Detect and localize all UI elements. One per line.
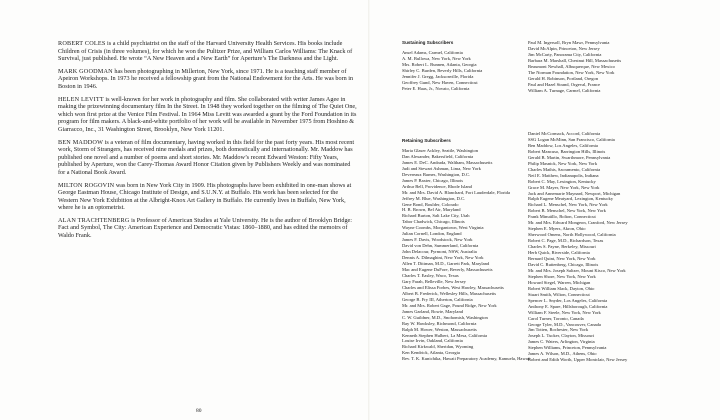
subscriber-entry: Charles Mathis, Sacramento, California <box>528 166 601 172</box>
subscriber-entry: Gene Bond, Boulder, Colorado <box>402 201 459 207</box>
subscriber-entry: Joseph L. Tucker, Clayton, Missouri <box>528 333 595 339</box>
subscriber-entry: Jim McCarty, Panorama City, California <box>528 51 602 57</box>
contributor-notes <box>58 40 358 245</box>
contributor-name: ROBERT COLES <box>58 40 106 47</box>
retaining-subscribers-left <box>402 138 531 362</box>
subscriber-entry: James E. DeC. Andrada, Waltham, Massachusetts <box>402 159 493 165</box>
subscriber-entry: Gerald B. Martin, Swarthmore, Pennsylvania <box>528 154 611 160</box>
subscriber-entry: Spencer L. Snyder, Los Angeles, California <box>528 297 608 303</box>
subscriber-entry: Robert Mancuso, Barrington Hills, Illinois <box>528 148 606 154</box>
contributor-bio <box>58 68 358 91</box>
subscriber-entry: Richard Burton, Salt Lake City, Utah <box>402 213 470 219</box>
subscriber-entry: James P. Baxter, Chicago, Illinois <box>402 177 464 183</box>
subscriber-entry: Jim Totten, Rochester, New York <box>528 327 589 333</box>
subscriber-entry: Sherwood Omens, North Hollywood, California <box>528 232 616 238</box>
subscriber-entry: William A. Turnage, Carmel, California <box>528 87 601 93</box>
subscriber-entry: Ralph Eugene Meatyard, Lexington, Kentucky <box>528 196 614 202</box>
subscriber-entry: Gerald H. Robinson, Portland, Oregon <box>528 75 599 81</box>
subscriber-entry: Charles T. Easley, Waco, Texas <box>402 272 459 278</box>
subscriber-entry: Tabor Chadwick, Chicago, Illinois <box>402 219 465 225</box>
subscriber-entry: Louise Irvin, Oakland, California <box>402 338 463 344</box>
subscriber-entry: Carol Turner, Toronto, Canada <box>528 315 584 321</box>
subscriber-entry: James C. Waters, Arlington, Virginia <box>528 339 595 345</box>
subscriber-entry: Richard Kirkwald, Sheridan, Wyoming <box>402 344 474 350</box>
subscriber-entry: Neil E. Matthew, Indianapolis, Indiana <box>528 172 599 178</box>
subscriber-entry: Mac and Eugene DuFore, Beverly, Massachusetts <box>402 267 493 273</box>
subscriber-entry: Maria Glaser Ackley, Seattle, Washington <box>402 147 479 153</box>
contributor-bio <box>58 40 358 63</box>
subscriber-entry: Mr. and Mrs. Joseph Saltzer, Mount Kisco, New York <box>528 267 626 273</box>
subscriber-entry: Ken Kendrick, Atlanta, Georgia <box>402 350 460 356</box>
subscriber-entry: Robert C. May, Lexington, Kentucky <box>528 178 596 184</box>
subscriber-entry: Peter E. Haas, Jr., Novato, California <box>402 85 470 91</box>
contributor-bio <box>58 96 358 134</box>
subscriber-entry: Dennis A. Dilmaghini, New York, New York <box>402 255 484 261</box>
contributor-bio <box>58 217 358 240</box>
subscriber-entry: Kenneth Stephen Hulbert, La Mesa, California <box>402 332 487 338</box>
subscriber-entry: Herb Quick, Riverside, California <box>528 250 590 256</box>
subscriber-entry: Charles and Elissa Forbes, West Hawley, Massachusetts <box>402 284 504 290</box>
subscriber-entry: Jeffrey M. Blue, Washington, D.C. <box>402 195 466 201</box>
contributor-bio-text: is a veteran of film documentary, having worked in this field for the past forty years. His most recent work, Storm of Strangers, has received nine medals and prizes, both domestically and internationally. Mr. Maddow has published one novel and a number of poems and short stories. Mr. Maddow’s recent Edward Weston: Fifty Years, published by Aperture, won the Carey-Thomas Award Honor Citation given by Publishers Weekly and was nominated for a National Book Award. <box>58 138 355 176</box>
contributor-bio-text: has been photographing in Millerton, New York, since 1971. He is a teaching staff member of Apeiron Workshops. In 1973 he received a fellowship grant from the National Endowment for the Arts. He was born in Boston in 1946. <box>58 67 354 90</box>
subscriber-entry: Robert B. Menschel, New York, New York <box>528 208 606 214</box>
subscriber-entry: Grace M. Mayer, New York, New York <box>528 184 600 190</box>
contributor-name: MILTON ROGOVIN <box>58 181 115 189</box>
subscriber-entry: Stephen Williams, Princeton, Pennsylvania <box>528 345 607 351</box>
subscriber-entry: Mr. and Mrs. Edward Mongeon, Cranford, New Jersey <box>528 220 628 226</box>
subscriber-entry: A. M. Bullowa, New York, New York <box>402 55 471 61</box>
subscriber-entry: Paul and Hazel Strand, Orgeval, France <box>528 81 601 87</box>
subscriber-entry: William F. Steele, New York, New York <box>528 309 601 315</box>
contributor-bio-text: is well-known for her work in photography and film. She collaborated with writer James Agee in making the prizewinning documentary film In the Street. In 1948 they worked together on the filming of The Quiet One, which won first prize at the Venice Film Festival. In 1964 Miss Levitt was awarded a grant by the Ford Foundation in its program for film makers. A black-and-white portfolio of her work will be available in November 1975 from Hoshino & Giarracco, Inc., 31 Washington Street, Brooklyn, New York 11201. <box>58 95 357 133</box>
subscriber-entry: Mr. and Mrs. Robert Gage, Pound Ridge, New York <box>402 302 497 308</box>
retaining-heading: Retaining Subscribers <box>402 138 451 143</box>
subscriber-entry: David von Dehn, Summerland, California <box>402 243 479 249</box>
subscriber-entry: Julian Cornell, London, England <box>402 231 462 237</box>
subscriber-entry: Devereaux Barnes, Washington, D.C. <box>402 171 471 177</box>
subscriber-entry: John Delacour, Pyrmont, NSW, Australia <box>402 249 477 255</box>
subscriber-entry: Beaumont Newhall, Albuquerque, New Mexico <box>528 63 615 69</box>
subscriber-entry: Ray W. Hawksley, Richmond, California <box>402 320 477 326</box>
contributor-name: BEN MADDOW <box>58 138 104 146</box>
subscriber-entry: Howard Siegel, Warren, Michigan <box>528 279 591 285</box>
subscriber-entry: James F. Davis, Woodstock, New York <box>402 237 473 243</box>
subscriber-entry: Wayne Coombs, Morgantown, West Virginia <box>402 225 484 231</box>
contributor-bio-text: was born in New York City in 1909. His photographs have been exhibited in one-man shows at George Eastman House, Chicago Institute of Design, and S.U.N.Y. at Buffalo. His work has been selected for the Western New York Exhibition at the Albright-Knox Art Gallery in Buffalo. He currently lives in Buffalo, New York, where he is an optometrist. <box>58 181 352 212</box>
subscriber-entry: Bernard Quint, New York, New York <box>528 256 596 262</box>
subscriber-entry: Rev. T. K. Kunichika, Hawaii Preparatory Academy, Kamuela, Hawaii <box>402 356 531 362</box>
contributor-bio <box>58 182 358 212</box>
subscriber-entry: George B. Fry III, Atherton, California <box>402 296 473 302</box>
contributor-name: HELEN LEVITT <box>58 95 104 103</box>
subscriber-entry: Barbara M. Marshall, Chestnut Hill, Massachusetts <box>528 57 622 63</box>
retaining-subscribers-right <box>528 131 678 363</box>
subscriber-entry: Albert B. Frederick, Wellesley Hills, Massachusetts <box>402 290 497 296</box>
contributor-name: MARK GOODMAN <box>58 67 113 75</box>
subscriber-entry: Philip Masnick, New York, New York <box>528 160 598 166</box>
subscriber-entry: Ralph M. Hower, Weston, Massachusetts <box>402 326 477 332</box>
subscriber-entry: Judi and Stewart Ashman, Lima, New York <box>402 165 481 171</box>
subscriber-entry: Jack and Annemarie Maynard, Newport, Michigan <box>528 190 621 196</box>
sustaining-subscribers-left <box>402 40 526 92</box>
subscriber-entry: Robert C. Page, M.D., Richardson, Texas <box>528 238 604 244</box>
sustaining-subscribers-right <box>528 40 678 94</box>
subscriber-entry: Stephen E. Myers, Akron, Ohio <box>528 226 586 232</box>
subscriber-entry: C. W. Guildner, M.D., Snohomish, Washington <box>402 314 488 320</box>
subscriber-entry: David McAlpin, Princeton, New Jersey <box>528 45 600 51</box>
subscriber-entry: Shirley C. Burden, Beverly Hills, California <box>402 67 483 73</box>
subscriber-entry: SSG Logan McMinn, San Francisco, California <box>528 136 615 142</box>
contributor-name: ALAN TRACHTENBERG <box>58 216 130 224</box>
subscriber-entry: H. B. Brown, Bel Air, Maryland <box>402 207 461 213</box>
subscriber-entry: Stuart Smith, Wilton, Connecticut <box>528 291 590 297</box>
subscriber-entry: Arthur Bell, Providence, Rhode Island <box>402 183 472 189</box>
subscriber-entry: Robert William Slack, Dayton, Ohio <box>528 285 595 291</box>
subscriber-entry: Frank Minutillo, Bolton, Connecticut <box>528 214 596 220</box>
contributor-bio <box>58 139 358 177</box>
subscriber-entry: Robert and Edith Worth, Upper Montclair, New Jersey <box>528 357 628 363</box>
subscriber-entry: Charles S. Payne, Berkeley, Missouri <box>528 244 596 250</box>
subscriber-entry: Stephen Shore, New York, New York <box>528 273 596 279</box>
contributor-bio-text: is a child psychiatrist on the staff of the Harvard University Health Services. His books include Children of Crisis (in three volumes), for which he won the Pulitzer Prize, and William Carlos Williams: The Knack of Survival, just published. He wrote “A New Heaven and a New Earth” for Aperture’s The Darkness and the Light. <box>58 40 353 63</box>
subscriber-entry: Ansel Adams, Carmel, California <box>402 49 463 55</box>
subscriber-entry: Richard L. Menschel, New York, New York <box>528 202 608 208</box>
subscriber-entry: Jennifer J. Gregg, Jacksonville, Florida <box>402 73 474 79</box>
sustaining-heading: Sustaining Subscribers <box>402 40 454 45</box>
subscriber-entry: Mr. and Mrs. David A. Blanchard, Fort Lauderdale, Florida <box>402 189 510 195</box>
subscriber-entry: Dan Alexander, Bakersfield, California <box>402 153 474 159</box>
contributor-bio-text: is Professor of American Studies at Yale University. He is the author of Brooklyn Bridge: Fact and Symbol, The City: American Experience and Democratic Vistas: 1860–1880, and has edited the memoirs of Waldo Frank. <box>58 216 353 240</box>
subscriber-entry: David C. Ruttenberg, Chicago, Illinois <box>528 261 599 267</box>
subscriber-entry: Geoffrey Gund, New Haven, Connecticut <box>402 79 478 85</box>
subscriber-entry: Daniel McCormack, Accord, California <box>528 131 601 136</box>
subscriber-entry: Anthony E. Spare, Hillsborough, California <box>528 303 608 309</box>
page-number: 80 <box>196 408 202 414</box>
subscriber-entry: Mrs. Robert L. Bunnen, Atlanta, Georgia <box>402 61 477 67</box>
subscriber-entry: James Garland, Bowie, Maryland <box>402 308 463 314</box>
subscriber-entry: Gary Farah, Belleville, New Jersey <box>402 278 466 284</box>
subscriber-entry: Allen T. Dittman, M.D., Garrett Park, Maryland <box>402 261 490 267</box>
subscriber-entry: James A. Wilson, M.D., Athens, Ohio <box>528 351 597 357</box>
subscriber-entry: Ben Maddow, Los Angeles, California <box>528 142 598 148</box>
subscriber-entry: George Tyler, M.D., Vancouver, Canada <box>528 321 601 327</box>
subscriber-entry: The Norman Foundation, New York, New York <box>528 69 615 75</box>
page-gutter <box>368 0 370 420</box>
subscriber-entry: Paul M. Ingersoll, Bryn Mawr, Pennsylvania <box>528 40 610 45</box>
